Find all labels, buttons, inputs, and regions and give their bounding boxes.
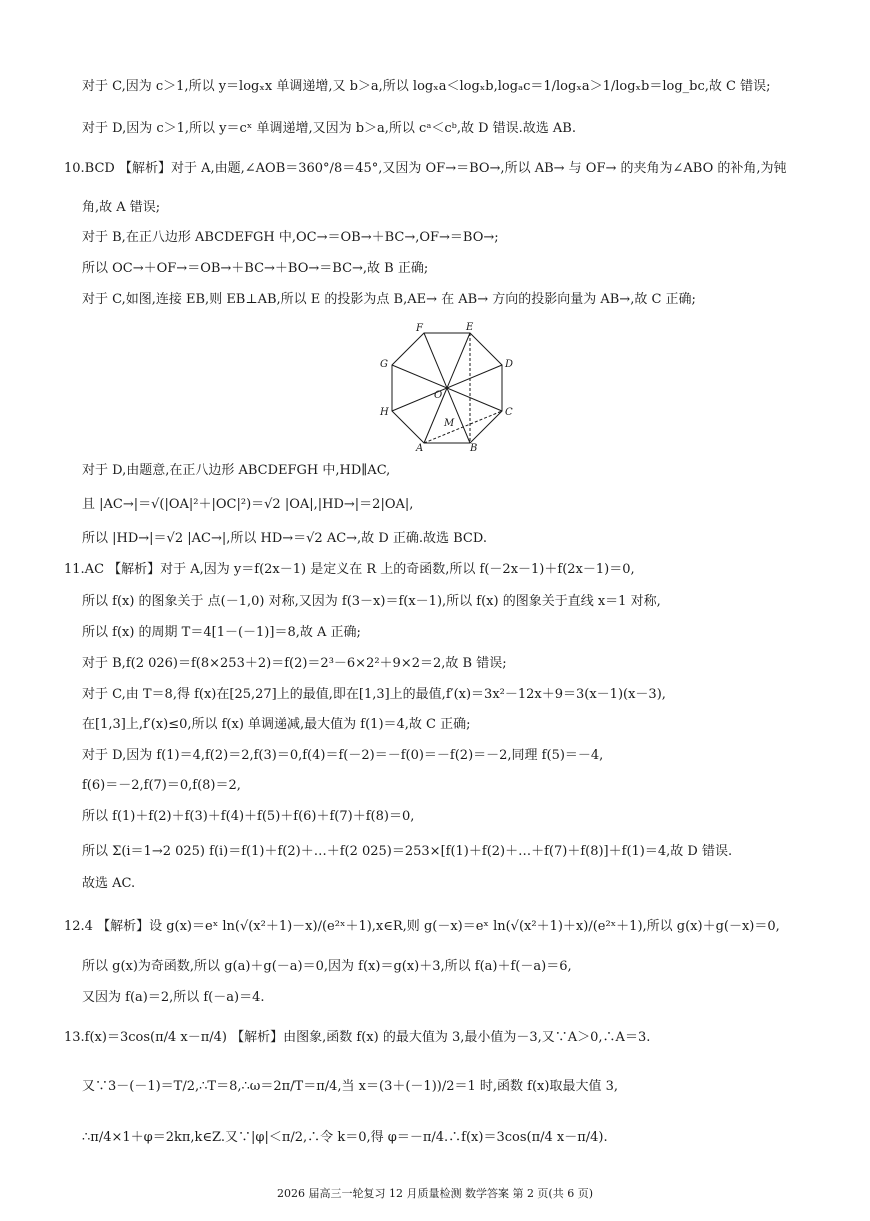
label-D: D: [505, 359, 514, 370]
text-line: 所以 Σ(i＝1→2 025) f(i)＝f(1)＋f(2)＋…＋f(2 025)＝253×[f(1)＋f(2)＋…＋f(7)＋f(8)]＋f(1)＝4,故 D 错误.: [82, 844, 733, 859]
text-line: 角,故 A 错误;: [82, 200, 161, 215]
text-line: 对于 C,由 T＝8,得 f(x)在[25,27]上的最值,即在[1,3]上的最值,f′(x)＝3x²－12x＋9＝3(x－1)(x－3),: [82, 687, 666, 702]
text-line: 所以 f(x) 的图象关于 点(－1,0) 对称,又因为 f(3－x)＝f(x－1),所以 f(x) 的图象关于直线 x＝1 对称,: [82, 594, 661, 609]
label-H: H: [380, 407, 389, 418]
label-O: O: [434, 390, 443, 401]
label-G: G: [380, 359, 388, 370]
text-line: 又因为 f(a)＝2,所以 f(－a)＝4.: [82, 990, 265, 1005]
text-line: 又∵3－(－1)＝T/2,∴T＝8,∴ω＝2π/T＝π/4,当 x＝(3＋(－1))/2＝1 时,函数 f(x)取最大值 3,: [82, 1079, 618, 1094]
text-line: f(6)＝－2,f(7)＝0,f(8)＝2,: [82, 778, 241, 793]
text-line: 对于 D,因为 c＞1,所以 y＝cˣ 单调递增,又因为 b＞a,所以 cᵃ＜cᵇ,故 D 错误.故选 AB.: [82, 121, 576, 136]
text-line: 所以 f(x) 的周期 T＝4[1－(－1)]＝8,故 A 正确;: [82, 625, 361, 640]
text-line: 对于 C,如图,连接 EB,则 EB⊥AB,所以 E 的投影为点 B,AE→ 在 AB→ 方向的投影向量为 AB→,故 C 正确;: [82, 292, 696, 307]
label-B: B: [470, 443, 478, 452]
text-line: ∴π/4×1＋φ＝2kπ,k∈Z.又∵|φ|＜π/2,∴令 k＝0,得 φ＝－π/4.∴f(x)＝3cos(π/4 x－π/4).: [82, 1130, 608, 1145]
text-line: 在[1,3]上,f′(x)≤0,所以 f(x) 单调递减,最大值为 f(1)＝4,故 C 正确;: [82, 717, 471, 732]
octagon-figure: [374, 320, 524, 452]
page-footer: 2026 届高三一轮复习 12 月质量检测 数学答案 第 2 页(共 6 页): [276, 1187, 594, 1200]
text-line: 11.AC 【解析】对于 A,因为 y＝f(2x－1) 是定义在 R 上的奇函数,所以 f(－2x－1)＋f(2x－1)＝0,: [64, 562, 635, 577]
text-line: 10.BCD 【解析】对于 A,由题,∠AOB＝360°/8＝45°,又因为 OF→＝BO→,所以 AB→ 与 OF→ 的夹角为∠ABO 的补角,为钝: [64, 161, 787, 176]
text-line: 对于 B,在正八边形 ABCDEFGH 中,OC→＝OB→＋BC→,OF→＝BO→;: [82, 230, 499, 245]
text-line: 12.4 【解析】设 g(x)＝eˣ ln(√(x²＋1)－x)/(e²ˣ＋1),x∈R,则 g(－x)＝eˣ ln(√(x²＋1)＋x)/(e²ˣ＋1),所以 g(x)＋g(－x)＝0,: [64, 919, 780, 934]
text-line: 对于 D,因为 f(1)＝4,f(2)＝2,f(3)＝0,f(4)＝f(－2)＝－f(0)＝－f(2)＝－2,同理 f(5)＝－4,: [82, 748, 604, 763]
text-line: 所以 |HD→|＝√2 |AC→|,所以 HD→＝√2 AC→,故 D 正确.故选 BCD.: [82, 531, 487, 546]
label-C: C: [505, 407, 513, 418]
text-line: 对于 C,因为 c＞1,所以 y＝logₓx 单调递增,又 b＞a,所以 logₓa＜logₓb,logₐc＝1/logₓa＞1/logₓb＝log_bc,故 C 错误;: [82, 79, 771, 94]
text-line: 所以 OC→＋OF→＝OB→＋BC→＋BO→＝BC→,故 B 正确;: [82, 261, 429, 276]
text-line: 故选 AC.: [82, 876, 136, 891]
label-F: F: [416, 323, 423, 334]
text-line: 所以 g(x)为奇函数,所以 g(a)＋g(－a)＝0,因为 f(x)＝g(x)＋3,所以 f(a)＋f(－a)＝6,: [82, 959, 572, 974]
text-line: 13.f(x)＝3cos(π/4 x－π/4) 【解析】由图象,函数 f(x) 的最大值为 3,最小值为－3,又∵A＞0,∴A＝3.: [64, 1030, 651, 1045]
label-M: M: [444, 418, 455, 429]
text-line: 且 |AC→|＝√(|OA|²＋|OC|²)＝√2 |OA|,|HD→|＝2|OA|,: [82, 497, 414, 512]
label-A: A: [416, 443, 424, 452]
label-E: E: [466, 322, 474, 333]
text-line: 对于 D,由题意,在正八边形 ABCDEFGH 中,HD∥AC,: [82, 463, 391, 478]
text-line: 所以 f(1)＋f(2)＋f(3)＋f(4)＋f(5)＋f(6)＋f(7)＋f(8)＝0,: [82, 809, 415, 824]
text-line: 对于 B,f(2 026)＝f(8×253＋2)＝f(2)＝2³－6×2²＋9×2＝2,故 B 错误;: [82, 656, 507, 671]
